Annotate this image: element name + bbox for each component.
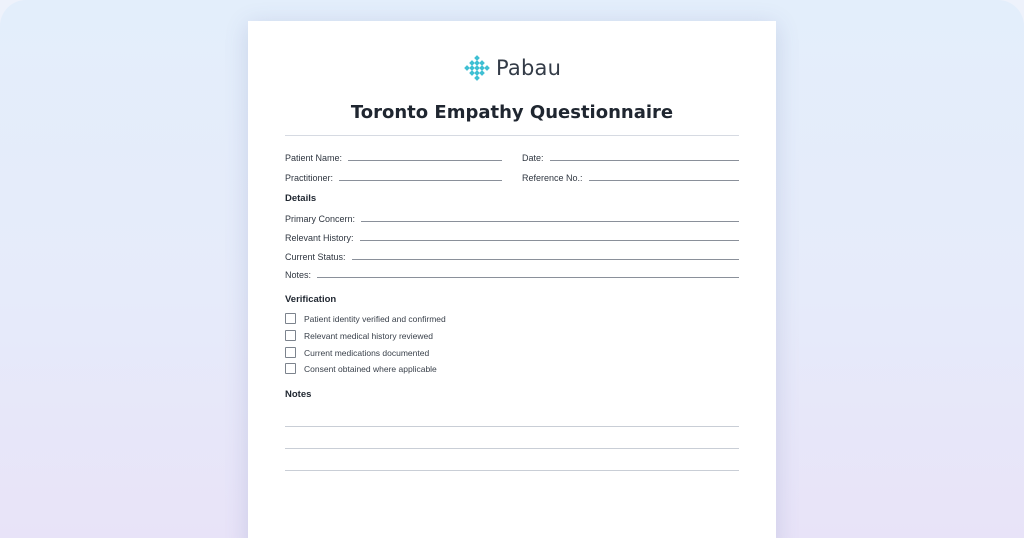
reference-no-line[interactable] — [589, 180, 739, 181]
checkbox-label: Relevant medical history reviewed — [304, 330, 433, 341]
checkbox-label: Current medications documented — [304, 347, 430, 358]
practitioner-label: Practitioner: — [285, 173, 334, 183]
checkbox-label: Consent obtained where applicable — [304, 363, 437, 374]
form-sheet — [248, 21, 776, 538]
date-line[interactable] — [550, 160, 739, 161]
checkbox[interactable] — [285, 347, 296, 358]
verification-item[interactable] — [285, 330, 433, 341]
notes-line[interactable] — [285, 448, 739, 449]
relevant-history-field[interactable] — [285, 231, 739, 243]
details-notes-line[interactable] — [317, 277, 739, 278]
brand-name: Pabau — [496, 56, 562, 80]
details-notes-field[interactable] — [285, 268, 739, 280]
notes-heading: Notes — [285, 389, 312, 400]
verification-item[interactable] — [285, 347, 429, 358]
checkbox[interactable] — [285, 330, 296, 341]
patient-name-field[interactable] — [285, 151, 502, 163]
practitioner-field[interactable] — [285, 171, 502, 183]
title-divider — [285, 135, 739, 136]
notes-line[interactable] — [285, 426, 739, 427]
form-title: Toronto Empathy Questionnaire — [350, 102, 674, 123]
relevant-history-label: Relevant History: — [285, 233, 354, 243]
checkbox[interactable] — [285, 313, 296, 324]
reference-no-field[interactable] — [522, 171, 739, 183]
verification-heading: Verification — [285, 294, 337, 305]
checkbox-label: Patient identity verified and confirmed — [304, 313, 446, 324]
details-notes-label: Notes: — [285, 270, 312, 280]
patient-name-line[interactable] — [348, 160, 502, 161]
primary-concern-label: Primary Concern: — [285, 214, 356, 224]
verification-item[interactable] — [285, 363, 437, 374]
practitioner-line[interactable] — [339, 180, 502, 181]
date-field[interactable] — [522, 151, 739, 163]
date-label: Date: — [522, 153, 544, 163]
current-status-field[interactable] — [285, 250, 739, 262]
current-status-label: Current Status: — [285, 252, 346, 262]
details-heading: Details — [285, 193, 317, 204]
brand-logo — [464, 55, 561, 81]
patient-name-label: Patient Name: — [285, 153, 343, 163]
notes-line[interactable] — [285, 470, 739, 471]
primary-concern-field[interactable] — [285, 212, 739, 224]
pabau-logo-icon — [464, 55, 490, 81]
current-status-line[interactable] — [352, 259, 739, 260]
reference-no-label: Reference No.: — [522, 173, 583, 183]
primary-concern-line[interactable] — [361, 221, 739, 222]
verification-item[interactable] — [285, 313, 446, 324]
checkbox[interactable] — [285, 363, 296, 374]
relevant-history-line[interactable] — [360, 240, 739, 241]
